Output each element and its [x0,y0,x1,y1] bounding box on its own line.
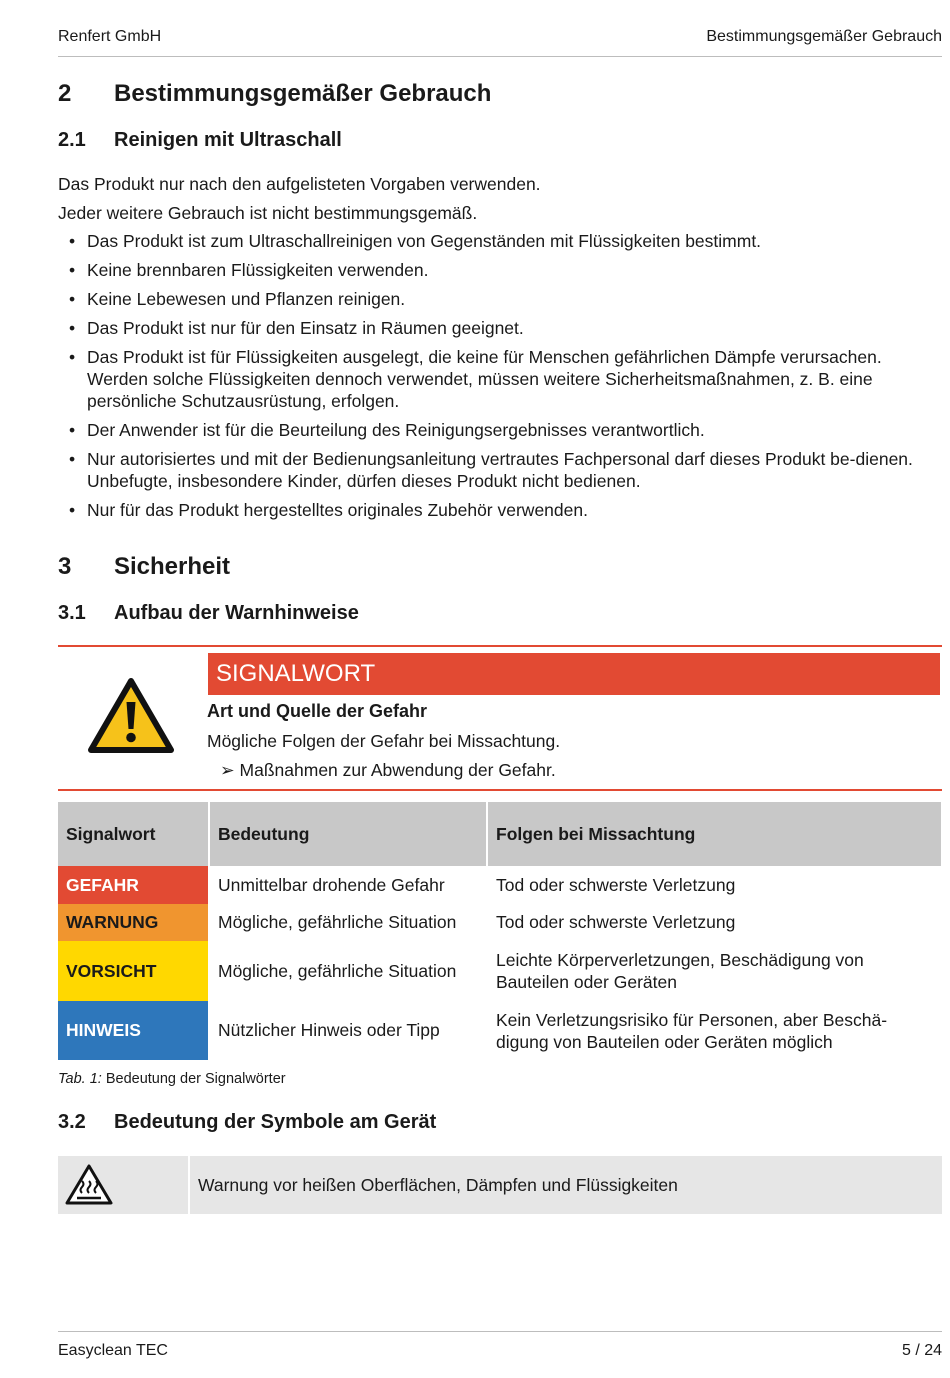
signal-word-bar: SIGNALWORT [208,653,940,695]
table-row [58,904,941,941]
section-number: 3 [58,553,72,580]
subsection-number: 3.1 [58,602,86,624]
section-3-heading [58,553,230,581]
signal-word-hinweis: HINWEIS [58,1001,209,1060]
consequence-cell: Kein Verletzungsrisiko für Personen, aber Beschä-digung von Bauteilen oder Geräten möglich [487,1001,941,1060]
meaning-cell: Mögliche, gefährliche Situation [209,904,487,941]
consequence-cell: Tod oder schwerste Verletzung [487,904,941,941]
paragraph: Jeder weitere Gebrauch ist nicht bestimmungsgemäß. [58,203,478,223]
table-row [58,1001,941,1060]
caption-label: Tab. 1: [58,1071,102,1087]
signal-word-warnung: WARNUNG [58,904,209,941]
symbol-description: Warnung vor heißen Oberflächen, Dämpfen und Flüssigkeiten [190,1156,942,1214]
section-3-2-heading [58,1111,436,1134]
hot-surface-icon [64,1163,114,1207]
section-2-heading [58,80,491,108]
hazard-measure [220,760,556,781]
header-company: Renfert GmbH [58,28,162,45]
hazard-consequence: Mögliche Folgen der Gefahr bei Missachtung. [207,731,561,751]
signal-word-table [58,802,942,1060]
section-title: Bestimmungsgemäßer Gebrauch [114,80,492,107]
section-title: Sicherheit [114,553,231,580]
column-header: Folgen bei Missachtung [487,802,941,866]
section-3-1-heading [58,602,359,625]
list-item: • Das Produkt ist zum Ultraschallreinigen von Gegenständen mit Flüssigkeiten bestimmt. [69,231,762,251]
symbol-row [58,1156,942,1214]
header-chapter: Bestimmungsgemäßer Gebrauch [706,28,942,45]
page-number: 5 / 24 [901,1342,942,1359]
subsection-title: Reinigen mit Ultraschall [114,129,342,151]
list-item: • Das Produkt ist für Flüssigkeiten ausgelegt, die keine für Menschen gefährlichen Dämpfe verursachen. Werden solche Flüssigkeiten dennoch verwendet, müssen weitere Sicherheitsmaßnahmen, z. B. eine persönliche Schutzausrüstung, erfolgen. [69,347,882,411]
arrow-icon: ➢ [220,760,235,780]
footer-divider [58,1331,942,1332]
header-divider [58,56,942,57]
subsection-number: 2.1 [58,129,86,151]
section-number: 2 [58,80,72,107]
table-row [58,941,941,1001]
symbol-cell [58,1156,188,1214]
signal-word-gefahr: GEFAHR [58,866,209,904]
list-item: • Keine Lebewesen und Pflanzen reinigen. [69,289,406,309]
table-header-row [58,802,941,866]
list-item: • Nur autorisiertes und mit der Bedienungsanleitung vertrautes Fachpersonal darf dieses Produkt be-dienen. Unbefugte, insbesondere Kinder, dürfen dieses Produkt nicht bedienen. [69,449,913,491]
list-item: • Das Produkt ist nur für den Einsatz in Räumen geeignet. [69,318,524,338]
list-item: • Keine brennbaren Flüssigkeiten verwenden. [69,260,429,280]
usage-bullet-list [58,230,944,528]
subsection-title: Aufbau der Warnhinweise [114,602,359,624]
hazard-measure-text: Maßnahmen zur Abwendung der Gefahr. [239,760,556,780]
warning-box-top-rule [58,645,942,647]
signal-word-vorsicht: VORSICHT [58,941,209,1001]
section-2-1-heading [58,129,342,152]
list-item: • Nur für das Produkt hergestelltes originales Zubehör verwenden. [69,500,588,520]
warning-box-bottom-rule [58,789,942,791]
column-header: Signalwort [58,802,209,866]
meaning-cell: Unmittelbar drohende Gefahr [209,866,487,904]
table-row [58,866,941,904]
caption-text: Bedeutung der Signalwörter [105,1071,286,1087]
consequence-cell: Tod oder schwerste Verletzung [487,866,941,904]
column-header: Bedeutung [209,802,487,866]
subsection-number: 3.2 [58,1111,86,1133]
list-item: • Der Anwender ist für die Beurteilung des Reinigungsergebnisses verantwortlich. [69,420,705,440]
hazard-source: Art und Quelle der Gefahr [207,701,428,721]
warning-triangle-icon [88,678,174,754]
paragraph: Das Produkt nur nach den aufgelisteten Vorgaben verwenden. [58,174,541,194]
meaning-cell: Nützlicher Hinweis oder Tipp [209,1001,487,1060]
footer-product: Easyclean TEC [58,1342,168,1359]
table-caption [58,1071,286,1087]
meaning-cell: Mögliche, gefährliche Situation [209,941,487,1001]
consequence-cell: Leichte Körperverletzungen, Beschädigung von Bauteilen oder Geräten [487,941,941,1001]
subsection-title: Bedeutung der Symbole am Gerät [114,1111,437,1133]
